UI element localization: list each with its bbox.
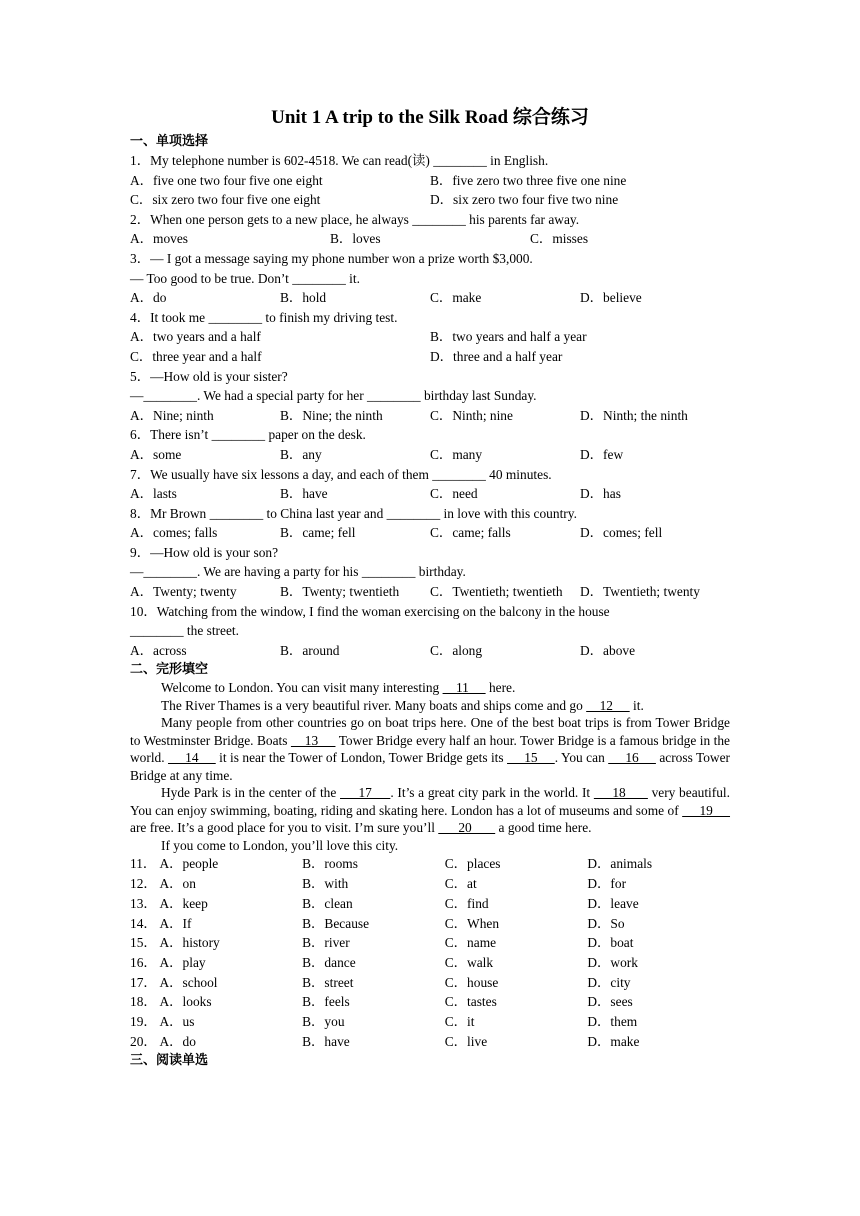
cloze-option-row: [130, 973, 730, 993]
answer-option: D．believe: [580, 290, 642, 306]
question-stem: 4．It took me ________ to finish my driving test.: [130, 309, 398, 325]
answer-option: C．at: [444, 876, 477, 892]
cloze-option-row: [130, 933, 730, 953]
passage-paragraph: Many people from other countries go on boat trips here. One of the best boat trips is from Tower Bridge to Westminster Bridge. Boats 13 Tower Bridge every half an hour. Tower Bridge is a famous bridge in the world. 14 it is near the Tower of London, Tower Bridge gets its 15 . You can 16 across Tower Bridge at any time.: [130, 715, 731, 783]
cloze-option-row: [130, 1012, 730, 1032]
answer-options-row: [130, 171, 730, 191]
passage-paragraph: Welcome to London. You can visit many interesting 11 here.: [161, 680, 516, 696]
answer-option: C．When: [444, 915, 500, 931]
answer-option: B．around: [280, 642, 340, 658]
cloze-option-row: [130, 953, 730, 973]
answer-option: D．sees: [587, 994, 633, 1010]
cloze-option-row: [130, 1032, 730, 1052]
answer-option: C．many: [430, 446, 483, 462]
answer-option: C．three year and a half: [130, 348, 262, 364]
answer-option: B．Twenty; twentieth: [280, 584, 400, 600]
answer-option: A．history: [159, 935, 220, 951]
question-line: —________. We had a special party for her ________ birthday last Sunday.: [130, 388, 537, 404]
question-stem: 7．We usually have six lessons a day, and each of them ________ 40 minutes.: [130, 466, 552, 482]
answer-option: B．any: [280, 446, 322, 462]
answer-option: B．clean: [302, 895, 353, 911]
answer-options-row: [130, 288, 730, 308]
answer-option: B．you: [302, 1013, 345, 1029]
answer-option: D．has: [580, 486, 621, 502]
question-number: 17．: [130, 974, 157, 990]
answer-option: B．hold: [280, 290, 327, 306]
question-number: 16．: [130, 954, 157, 970]
cloze-blank: 15: [507, 750, 555, 766]
question-stem: 5．—How old is your sister?: [130, 368, 288, 384]
answer-option: A．people: [159, 856, 219, 872]
cloze-blank: 20: [438, 820, 496, 836]
answer-option: D．So: [587, 915, 625, 931]
question-number: 20．: [130, 1033, 157, 1049]
cloze-blank: 12: [586, 697, 630, 713]
answer-option: A．If: [159, 915, 192, 931]
question-stem: 10．Watching from the window, I find the woman exercising on the balcony in the house: [130, 603, 610, 619]
answer-option: C．tastes: [444, 994, 497, 1010]
question-stem: 8．Mr Brown ________ to China last year and ________ in love with this country.: [130, 505, 577, 521]
answer-option: D．six zero two four five two nine: [430, 192, 619, 208]
answer-option: A．do: [130, 290, 167, 306]
answer-option: C．find: [444, 895, 489, 911]
answer-option: B．with: [302, 876, 349, 892]
answer-option: A．five one two four five one eight: [130, 172, 323, 188]
answer-option: D．few: [580, 446, 624, 462]
answer-option: C．came; falls: [430, 525, 511, 541]
question-line: ________ the street.: [130, 623, 239, 639]
answer-option: B．five zero two three five one nine: [430, 172, 627, 188]
answer-option: C．places: [444, 856, 501, 872]
question-stem: 2．When one person gets to a new place, he always ________ his parents far away.: [130, 211, 580, 227]
question-number: 14．: [130, 915, 157, 931]
answer-option: B．two years and half a year: [430, 329, 587, 345]
answer-option: D．animals: [587, 856, 653, 872]
answer-option: A．some: [130, 446, 182, 462]
answer-option: B．have: [280, 486, 328, 502]
answer-option: C．misses: [530, 231, 589, 247]
question-number: 13．: [130, 895, 157, 911]
section-heading-multiple-choice: 一、单项选择: [130, 134, 209, 149]
answer-option: D．city: [587, 974, 631, 990]
answer-option: B．Because: [302, 915, 370, 931]
cloze-blank: 18: [593, 785, 648, 801]
question-stem: 1．My telephone number is 602-4518. We can read(读) ________ in English.: [130, 153, 549, 168]
answer-option: A．do: [159, 1033, 196, 1049]
answer-option: D．boat: [587, 935, 634, 951]
answer-option: A．play: [159, 954, 206, 970]
answer-option: B．feels: [302, 994, 350, 1010]
cloze-blank: 17: [340, 785, 391, 801]
answer-option: C．make: [430, 290, 482, 306]
answer-option: C．six zero two four five one eight: [130, 192, 321, 208]
cloze-blank: 16: [608, 750, 656, 766]
question-number: 18．: [130, 994, 157, 1010]
answer-option: B．Nine; the ninth: [280, 407, 383, 423]
cloze-blank: 19: [682, 802, 731, 818]
multiple-choice-list: [130, 151, 730, 660]
question-stem: 3．— I got a message saying my phone number won a prize worth $3,000.: [130, 250, 533, 266]
question-number: 11．: [130, 856, 157, 872]
answer-option: D．Twentieth; twenty: [580, 584, 700, 600]
page-title: Unit 1 A trip to the Silk Road 综合练习: [271, 107, 589, 128]
answer-options-row: [130, 445, 730, 465]
answer-option: D．above: [580, 642, 636, 658]
answer-options-row: [130, 229, 730, 249]
answer-option: B．river: [302, 935, 350, 951]
cloze-option-row: [130, 854, 730, 874]
question-line: —________. We are having a party for his ________ birthday.: [130, 564, 466, 580]
answer-option: B．have: [302, 1033, 350, 1049]
question-number: 19．: [130, 1013, 157, 1029]
answer-option: B．street: [302, 974, 354, 990]
answer-option: D．three and a half year: [430, 348, 563, 364]
worksheet-page: [130, 104, 730, 1070]
question-stem: 6．There isn’t ________ paper on the desk.: [130, 427, 366, 443]
answer-option: B．came; fell: [280, 525, 356, 541]
cloze-option-row: [130, 874, 730, 894]
answer-option: A．school: [159, 974, 218, 990]
passage-paragraph: If you come to London, you’ll love this city.: [161, 837, 399, 853]
answer-option: B．loves: [330, 231, 381, 247]
question-number: 12．: [130, 876, 157, 892]
answer-option: A．us: [159, 1013, 195, 1029]
cloze-option-row: [130, 914, 730, 934]
cloze-passage: [130, 679, 730, 854]
cloze-blank: 14: [168, 750, 216, 766]
answer-option: A．across: [130, 642, 187, 658]
cloze-option-row: [130, 894, 730, 914]
answer-option: C．Ninth; nine: [430, 407, 513, 423]
cloze-options-list: [130, 854, 730, 1051]
answer-option: C．live: [444, 1033, 488, 1049]
answer-option: A．comes; falls: [130, 525, 218, 541]
section-heading-cloze: 二、完形填空: [130, 662, 209, 678]
answer-option: A．on: [159, 876, 196, 892]
answer-options-row: [130, 327, 730, 347]
answer-option: A．lasts: [130, 486, 177, 502]
cloze-option-row: [130, 992, 730, 1012]
answer-option: C．along: [430, 642, 483, 658]
cloze-blank: 13: [290, 732, 336, 748]
answer-options-row: [130, 523, 730, 543]
answer-option: D．make: [587, 1033, 640, 1049]
answer-option: A．looks: [159, 994, 212, 1010]
answer-option: A．moves: [130, 231, 189, 247]
answer-options-row: [130, 582, 730, 602]
answer-option: C．it: [444, 1013, 475, 1029]
cloze-blank: 11: [442, 680, 486, 696]
answer-option: D．leave: [587, 895, 639, 911]
answer-options-row: [130, 641, 730, 661]
answer-option: C．walk: [444, 954, 494, 970]
passage-paragraph: Hyde Park is in the center of the 17 . It’s a great city park in the world. It 18 very beautiful. You can enjoy swimming, boating, riding and skating here. London has a lot of museums and some of 19 are free. It’s a good place for you to visit. I’m sure you’ll 20 a good time here.: [130, 785, 731, 836]
question-number: 15．: [130, 935, 157, 951]
answer-options-row: [130, 347, 730, 367]
answer-option: B．rooms: [302, 856, 358, 872]
passage-paragraph: The River Thames is a very beautiful river. Many boats and ships come and go 12 it.: [161, 697, 644, 713]
section-heading-reading: 三、阅读单选: [130, 1053, 209, 1069]
answer-option: C．name: [444, 935, 497, 951]
answer-options-row: [130, 406, 730, 426]
answer-option: C．Twentieth; twentieth: [430, 584, 563, 600]
answer-option: C．house: [444, 974, 499, 990]
question-line: — Too good to be true. Don’t ________ it.: [130, 270, 360, 286]
answer-option: D．them: [587, 1013, 638, 1029]
answer-option: A．two years and a half: [130, 329, 261, 345]
answer-option: B．dance: [302, 954, 356, 970]
answer-option: D．for: [587, 876, 627, 892]
answer-option: D．comes; fell: [580, 525, 663, 541]
answer-option: A．Nine; ninth: [130, 407, 214, 423]
answer-option: A．keep: [159, 895, 208, 911]
answer-options-row: [130, 484, 730, 504]
answer-option: A．Twenty; twenty: [130, 584, 237, 600]
answer-options-row: [130, 190, 730, 210]
answer-option: C．need: [430, 486, 478, 502]
question-stem: 9．—How old is your son?: [130, 544, 279, 560]
answer-option: D．work: [587, 954, 638, 970]
answer-option: D．Ninth; the ninth: [580, 407, 688, 423]
